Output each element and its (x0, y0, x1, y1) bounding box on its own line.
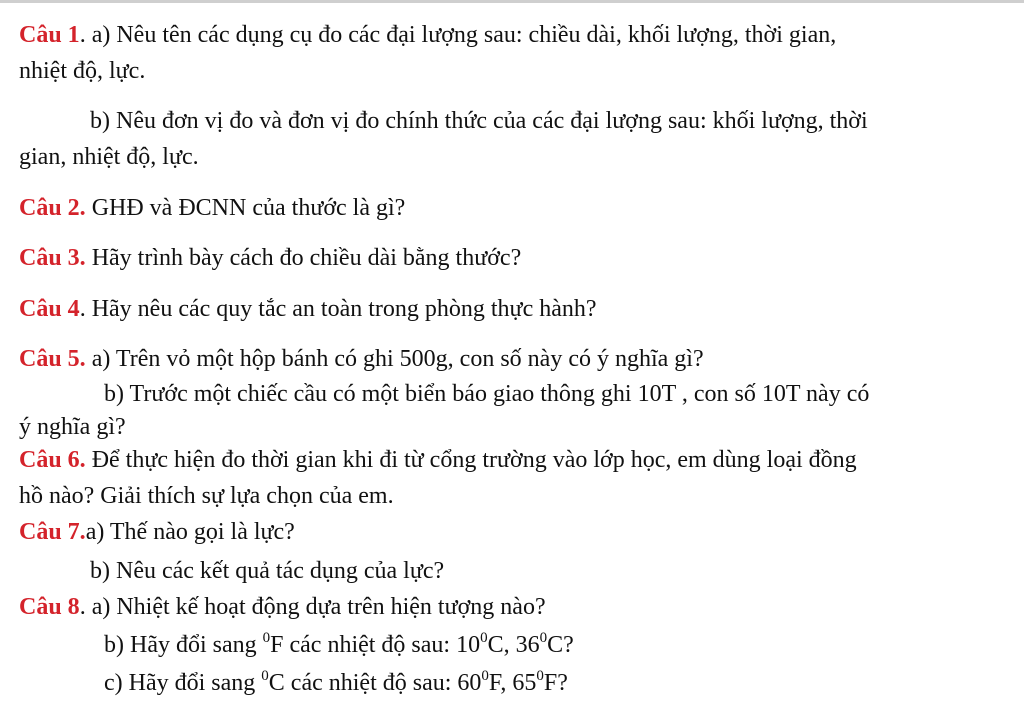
q5-b-cont: ý nghĩa gì? (19, 414, 126, 440)
q5-line-a (19, 344, 704, 374)
q8-c-v2-unit: F? (543, 670, 568, 696)
top-border (0, 0, 1024, 3)
q1-line-b (90, 106, 868, 136)
q8-b-v1-unit: C, 36 (487, 632, 540, 658)
q5-label: Câu 5. (19, 346, 86, 372)
q2-line (19, 193, 405, 223)
q8-line-b (104, 630, 574, 660)
q6-text: Để thực hiện đo thời gian khi đi từ cổng trường vào lớp học, em dùng loại đồng (85, 447, 857, 473)
q8-b-v2-sup: 0 (539, 630, 548, 646)
q5-line-b-cont (19, 412, 126, 442)
q8-a-text: . a) Nhiệt kế hoạt động dựa trên hiện tượng nào? (79, 594, 546, 620)
q6-cont: hồ nào? Giải thích sự lựa chọn của em. (19, 483, 394, 509)
q2-label: Câu 2. (19, 195, 86, 221)
q7-line-b (90, 556, 444, 586)
q8-b-v2-unit: C? (547, 632, 574, 658)
q1-line-a-cont (19, 56, 145, 86)
q8-b-unit: F các nhiệt độ sau: 10 (270, 632, 481, 658)
q5-a-text: a) Trên vỏ một hộp bánh có ghi 500g, con số này có ý nghĩa gì? (85, 346, 704, 372)
q5-b-text: b) Trước một chiếc cầu có một biển báo giao thông ghi 10T , con số 10T này có (104, 381, 870, 407)
q8-line-c (104, 668, 568, 698)
q8-c-unit: C các nhiệt độ sau: 60 (268, 670, 482, 696)
q3-text: Hãy trình bày cách đo chiều dài bằng thước? (85, 245, 522, 271)
q1-label: Câu 1 (19, 22, 80, 48)
q6-line-cont (19, 481, 394, 511)
q8-b-pre: b) Hãy đổi sang (104, 632, 263, 658)
q6-label: Câu 6. (19, 447, 86, 473)
q8-b-v1-sup: 0 (480, 630, 488, 646)
q5-line-b (104, 379, 869, 409)
q7-label: Câu 7. (19, 519, 86, 545)
q8-label: Câu 8 (19, 594, 80, 620)
q1-a-cont: nhiệt độ, lực. (19, 58, 146, 84)
q7-a-text: a) Thế nào gọi là lực? (85, 519, 295, 545)
q1-b-cont: gian, nhiệt độ, lực. (19, 144, 199, 170)
q8-b-unit-sup: 0 (262, 630, 271, 646)
q2-text: GHĐ và ĐCNN của thước là gì? (85, 195, 406, 221)
q4-text: . Hãy nêu các quy tắc an toàn trong phòng thực hành? (79, 296, 597, 322)
q3-label: Câu 3. (19, 245, 86, 271)
q4-line (19, 294, 597, 324)
q3-line (19, 243, 521, 273)
q7-b-text: b) Nêu các kết quả tác dụng của lực? (90, 558, 445, 584)
q8-line-a (19, 592, 546, 622)
q8-c-v1-sup: 0 (481, 668, 489, 684)
q8-c-unit-sup: 0 (261, 668, 269, 684)
q7-line-a (19, 517, 295, 547)
q1-a-text: . a) Nêu tên các dụng cụ đo các đại lượng sau: chiều dài, khối lượng, thời gian, (79, 22, 837, 48)
q8-c-v2-sup: 0 (536, 668, 544, 684)
q8-c-pre: c) Hãy đổi sang (104, 670, 262, 696)
q8-c-v1-unit: F, 65 (488, 670, 537, 696)
q1-line-b-cont (19, 142, 199, 172)
q1-line-a (19, 20, 836, 50)
q4-label: Câu 4 (19, 296, 80, 322)
q1-b-text: b) Nêu đơn vị đo và đơn vị đo chính thức của các đại lượng sau: khối lượng, thời (90, 108, 868, 134)
q6-line (19, 445, 857, 475)
